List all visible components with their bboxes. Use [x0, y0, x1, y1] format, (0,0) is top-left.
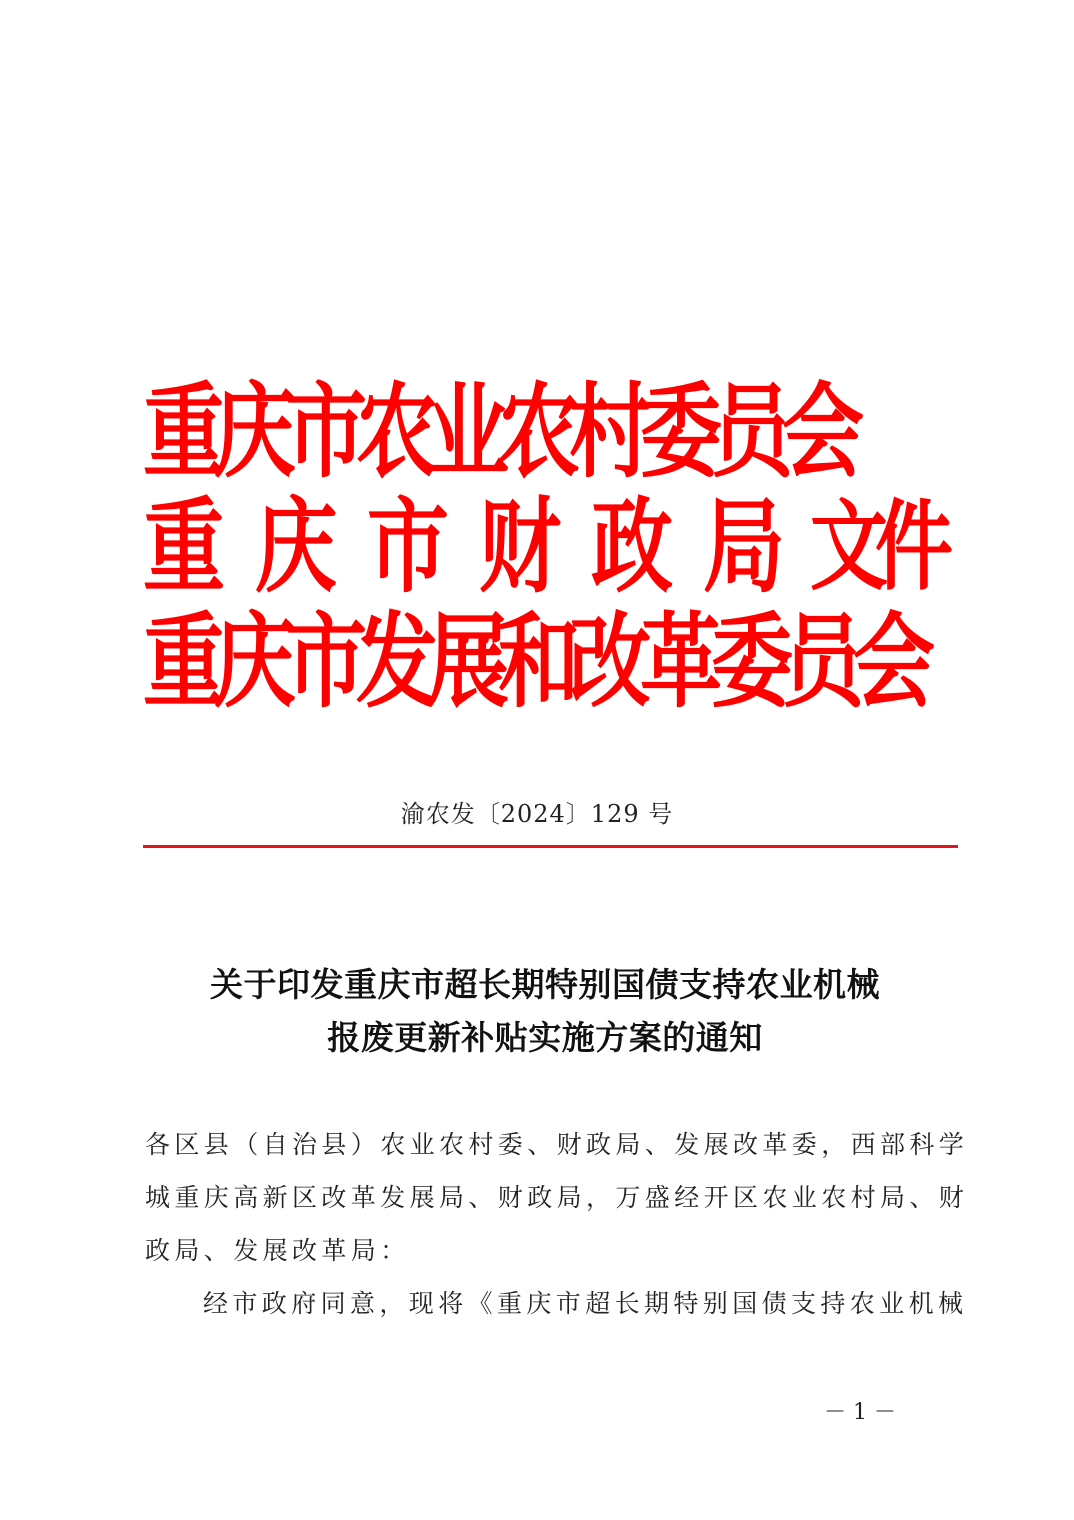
- document-number: 渝农发〔2024〕129 号: [400, 800, 674, 828]
- page-number: － 1 －: [824, 1400, 896, 1425]
- document-suffix-wenjian: 文件: [810, 491, 954, 605]
- addressee-line-2: 城重庆高新区改革发展局、财政局，万盛经开区农业农村局、财: [145, 1183, 969, 1212]
- document-body: [145, 1118, 969, 1330]
- issuer-agriculture-commission: 重庆市农业农村委员会: [143, 373, 865, 492]
- addressee-line-3: 政局、发展改革局：: [145, 1236, 410, 1265]
- issuer-development-reform-commission: 重庆市发展和改革委员会: [143, 603, 936, 722]
- addressee-line-1: 各区县（自治县）农业农村委、财政局、发展改革委，西部科学: [145, 1130, 969, 1159]
- notice-title: [140, 958, 950, 1064]
- issuer-finance-bureau: 重 庆 市 财 政 局: [143, 488, 786, 607]
- paragraph-1-line-1: 经市政府同意，现将《重庆市超长期特别国债支持农业机械: [203, 1289, 968, 1318]
- notice-title-line-1: 关于印发重庆市超长期特别国债支持农业机械: [210, 965, 880, 1004]
- notice-title-line-2: 报废更新补贴实施方案的通知: [327, 1018, 763, 1057]
- red-separator-rule: [143, 845, 958, 848]
